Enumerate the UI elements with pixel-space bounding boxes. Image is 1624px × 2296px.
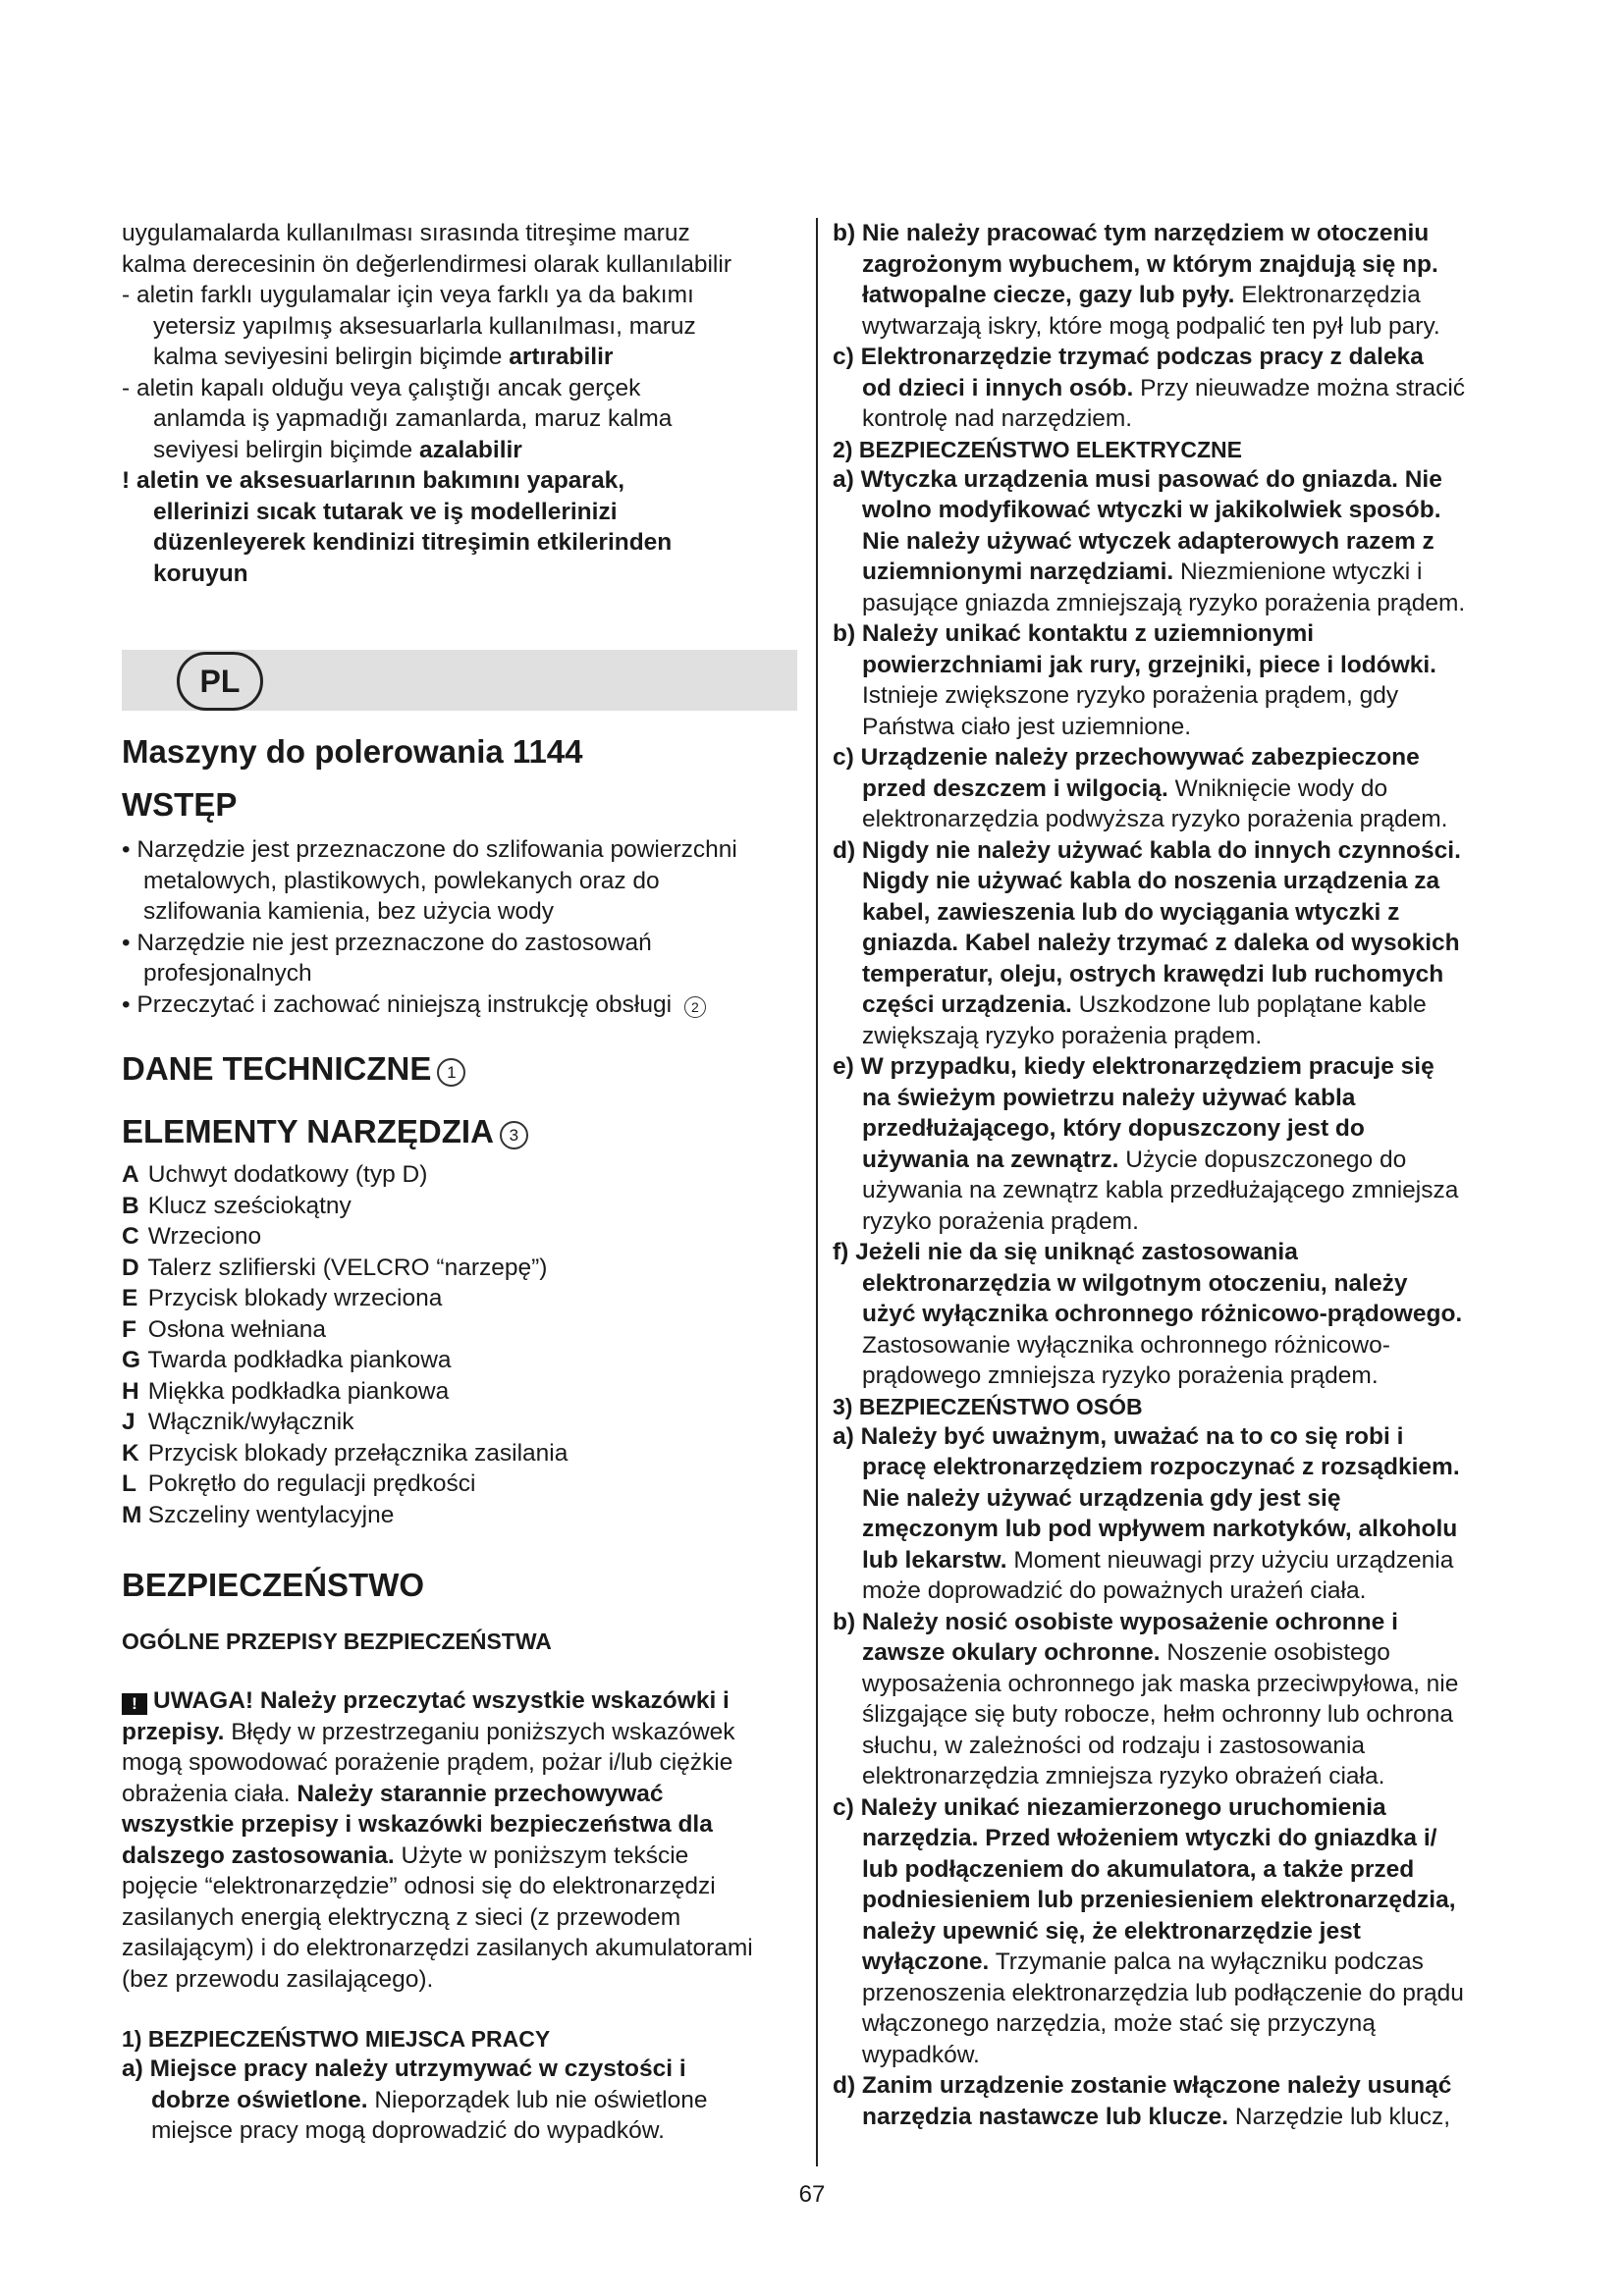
bullet-item: • Narzędzie nie jest przeznaczone do zastosowań bbox=[122, 929, 652, 956]
text-line: a) Wtyczka urządzenia musi pasować do gniazda. Nie bbox=[833, 465, 1442, 493]
text-line: zasilanych energią elektryczną z sieci (z przewodem bbox=[122, 1903, 681, 1931]
text-line: zagrożonym wybuchem, w którym znajdują się np. bbox=[862, 250, 1438, 278]
part-item: E Przycisk blokady wrzeciona bbox=[122, 1285, 443, 1311]
rule-item bbox=[833, 618, 1526, 742]
text-line: wytwarzają iskry, które mogą podpalić ten pył lub pary. bbox=[862, 312, 1440, 340]
text-line: e) W przypadku, kiedy elektronarzędziem pracuje się bbox=[833, 1053, 1435, 1080]
text-line: wypadków. bbox=[862, 2041, 980, 2068]
rule-item bbox=[833, 835, 1526, 1052]
part-item: M Szczeliny wentylacyjne bbox=[122, 1501, 395, 1528]
part-item: B Klucz sześciokątny bbox=[122, 1192, 352, 1219]
text-line: elektronarzędzia podwyższa ryzyko porażenia prądem. bbox=[862, 806, 1448, 832]
part-item: J Włącznik/wyłącznik bbox=[122, 1409, 354, 1435]
text-line: wyposażenia ochronnego jak maska przeciwpyłowa, nie bbox=[862, 1670, 1459, 1697]
document-title: Maszyny do polerowania 1144 bbox=[122, 733, 583, 770]
text-line: ryzyko porażenia prądem. bbox=[862, 1207, 1139, 1235]
dash-item-cont: kalma seviyesini belirgin biçimde artırabilir bbox=[153, 344, 614, 370]
dash-item: - aletin farklı uygulamalar için veya farklı ya da bakımı bbox=[122, 282, 694, 308]
text-line: prądowego zmniejsza ryzyko porażenia prądem. bbox=[862, 1362, 1379, 1389]
text-line: b) Nie należy pracować tym narzędziem w otoczeniu bbox=[833, 220, 1430, 246]
text-line: temperatur, oleju, ostrych krawędzi lub ruchomych bbox=[862, 960, 1444, 988]
text-line: kabel, zawieszenia lub do wyciągania wtyczki z bbox=[862, 898, 1400, 926]
text-line: pracę elektronarzędziem rozpoczynać z rozsądkiem. bbox=[862, 1454, 1460, 1480]
part-item: F Osłona wełniana bbox=[122, 1315, 326, 1343]
text-line: Nigdy nie używać kabla do noszenia urządzenia za bbox=[862, 868, 1440, 894]
text-line: c) Urządzenie należy przechowywać zabezpieczone bbox=[833, 744, 1420, 771]
text-line: lub podłączeniem do akumulatora, a także przed bbox=[862, 1855, 1415, 1883]
text-line: ślizgające się buty robocze, hełm ochronny lub ochrona bbox=[862, 1701, 1453, 1728]
text-line: narzędzia nastawcze lub klucze. Narzędzie lub klucz, bbox=[862, 2103, 1451, 2130]
language-badge: PL bbox=[177, 652, 263, 711]
text-line: przepisy. Błędy w przestrzeganiu poniższych wskazówek bbox=[122, 1718, 735, 1745]
part-item: A Uchwyt dodatkowy (typ D) bbox=[122, 1161, 428, 1188]
text-line: zawsze okulary ochronne. Noszenie osobistego bbox=[862, 1639, 1390, 1666]
warning-triangle-icon: ! bbox=[122, 1693, 147, 1715]
text-line: b) Należy unikać kontaktu z uziemnionymi bbox=[833, 620, 1315, 647]
text-line: używania na zewnątrz. Użycie dopuszczonego do bbox=[862, 1146, 1407, 1173]
text-line: Istnieje zwiększone ryzyko porażenia prądem, gdy bbox=[862, 682, 1399, 709]
part-item: C Wrzeciono bbox=[122, 1223, 262, 1250]
bullet-item: • Przeczytać i zachować niniejszą instrukcję obsługi 2 bbox=[122, 989, 799, 1021]
bullet-item: • Narzędzie jest przeznaczone do szlifowania powierzchni bbox=[122, 836, 737, 863]
left-column bbox=[122, 218, 799, 2147]
figure-ref-icon: 2 bbox=[684, 996, 706, 1018]
rule-item bbox=[833, 1237, 1526, 1392]
rule-item bbox=[833, 464, 1526, 619]
text-line: mogą spowodować porażenie prądem, pożar i/lub ciężkie bbox=[122, 1749, 733, 1776]
text-line: dobrze oświetlone. Nieporządek lub nie oświetlone bbox=[151, 2086, 708, 2113]
text-line: lub lekarstw. Moment nieuwagi przy użyciu urządzenia bbox=[862, 1546, 1454, 1574]
text-line: zwiększają ryzyko porażenia prądem. bbox=[862, 1022, 1263, 1049]
text-line: zasilającym) i do elektronarzędzi zasilanych akumulatorami bbox=[122, 1935, 753, 1961]
text-line: pasujące gniazda zmniejszają ryzyko porażenia prądem. bbox=[862, 589, 1466, 616]
text-line: słuchu, w zależności od rodzaju i zastosowania bbox=[862, 1732, 1366, 1759]
text-line: a) Miejsce pracy należy utrzymywać w czystości i bbox=[122, 2056, 686, 2082]
text-line: należy upewnić się, że elektronarzędzie jest bbox=[862, 1917, 1361, 1945]
text-line: ! UWAGA! Należy przeczytać wszystkie wskazówki i bbox=[122, 1685, 799, 1717]
text-line: kontrolę nad narzędziem. bbox=[862, 405, 1133, 432]
intro-bullets: • Narzędzie jest przeznaczone do szlifowania powierzchni metalowych, plastikowych, powlekanych oraz do szlifowania kamienia, bez użycia wody • Narzędzie nie jest przeznaczone do zastosowań profesjonalnych • Przeczytać i zachować niniejszą instrukcję obsługi 2 bbox=[122, 834, 799, 1020]
text-line: przenoszenia elektronarzędzia lub podłączenie do prądu bbox=[862, 1979, 1464, 2006]
right-column bbox=[833, 218, 1526, 2132]
heading-bezpieczenstwo: BEZPIECZEŃSTWO bbox=[122, 1567, 425, 1603]
text-line: Nie należy używać urządzenia gdy jest się bbox=[862, 1484, 1341, 1512]
heading-dane: DANE TECHNICZNE 1 bbox=[122, 1049, 799, 1089]
figure-ref-icon: 3 bbox=[500, 1121, 528, 1149]
dash-item: - aletin kapalı olduğu veya çalıştığı ancak gerçek bbox=[122, 374, 641, 401]
part-item: L Pokrętło do regulacji prędkości bbox=[122, 1470, 476, 1497]
part-item: H Miękka podkładka piankowa bbox=[122, 1377, 450, 1405]
text-line: może doprowadzić do poważnych urażeń ciała. bbox=[862, 1577, 1367, 1604]
language-band bbox=[122, 650, 799, 711]
text-line: na świeżym powietrzu należy używać kabla bbox=[862, 1084, 1356, 1111]
dash-item-cont: yetersiz yapılmış aksesuarlarla kullanılması, maruz bbox=[153, 312, 696, 340]
intro-line: uygulamalarda kullanılması sırasında titreşime maruz bbox=[122, 220, 690, 246]
text-line: używania na zewnątrz kabla przedłużającego zmniejsza bbox=[862, 1177, 1459, 1203]
text-line: części urządzenia. Uszkodzone lub poplątane kable bbox=[862, 991, 1427, 1018]
parts-list bbox=[122, 1159, 799, 1530]
heading-wstep: WSTĘP bbox=[122, 786, 238, 823]
text-line: f) Jeżeli nie da się uniknąć zastosowania bbox=[833, 1239, 1298, 1265]
rule-item bbox=[122, 2054, 799, 2147]
text-line: zmęczonym lub pod wpływem narkotyków, alkoholu bbox=[862, 1516, 1458, 1542]
dash-item-cont: seviyesi belirgin biçimde azalabilir bbox=[153, 436, 522, 463]
text-line: od dzieci i innych osób. Przy nieuwadze można stracić bbox=[862, 374, 1466, 401]
text-line: wszystkie przepisy i wskazówki bezpieczeństwa dla bbox=[122, 1811, 713, 1838]
text-line: wyłączone. Trzymanie palca na wyłączniku podczas bbox=[862, 1949, 1424, 1975]
rule-item bbox=[833, 1792, 1526, 2071]
warning-line: düzenleyerek kendinizi titreşimin etkilerinden bbox=[153, 529, 673, 556]
text-line: b) Należy nosić osobiste wyposażenie ochronne i bbox=[833, 1608, 1398, 1635]
warning-line: ellerinizi sıcak tutarak ve iş modellerinizi bbox=[153, 498, 618, 525]
text-line: Zastosowanie wyłącznika ochronnego różnicowo- bbox=[862, 1331, 1390, 1359]
section-heading: 3) BEZPIECZEŃSTWO OSÓB bbox=[833, 1393, 1143, 1419]
text-line: przedłużającego, który dopuszczony jest do bbox=[862, 1115, 1365, 1142]
text-line: c) Elektronarzędzie trzymać podczas pracy z daleka bbox=[833, 344, 1424, 370]
intro-line: kalma derecesinin ön değerlendirmesi olarak kullanılabilir bbox=[122, 250, 731, 278]
text-line: elektronarzędzia w wilgotnym otoczeniu, należy bbox=[862, 1269, 1408, 1297]
rule-item bbox=[833, 2070, 1526, 2132]
subheading-ogolne: OGÓLNE PRZEPISY BEZPIECZEŃSTWA bbox=[122, 1629, 552, 1654]
text-line: obrażenia ciała. Należy starannie przechowywać bbox=[122, 1780, 664, 1807]
text-line: (bez przewodu zasilającego). bbox=[122, 1965, 434, 1993]
dash-item-cont: anlamda iş yapmadığı zamanlarda, maruz kalma bbox=[153, 405, 673, 432]
text-line: wolno modyfikować wtyczki w jakikolwiek sposób. bbox=[862, 497, 1441, 523]
text-line: dalszego zastosowania. Użyte w poniższym tekście bbox=[122, 1842, 689, 1869]
part-item: K Przycisk blokady przełącznika zasilania bbox=[122, 1439, 568, 1467]
text-line: włączonego narzędzia, może stać się przyczyną bbox=[862, 2010, 1376, 2037]
rule-item bbox=[833, 742, 1526, 835]
text-line: c) Należy unikać niezamierzonego uruchomienia bbox=[833, 1793, 1386, 1821]
column-divider bbox=[816, 218, 818, 2166]
text-line: użyć wyłącznika ochronnego różnicowo-prądowego. bbox=[862, 1301, 1463, 1327]
text-line: powierzchniami jak rury, grzejniki, piece i lodówki. bbox=[862, 651, 1436, 678]
text-line: uziemnionymi narzędziami. Niezmienione wtyczki i bbox=[862, 559, 1423, 585]
rule-item bbox=[833, 342, 1526, 435]
warning-line: ! aletin ve aksesuarlarının bakımını yaparak, bbox=[122, 467, 625, 494]
text-line: pojęcie “elektronarzędzie” odnosi się do elektronarzędzi bbox=[122, 1873, 716, 1899]
section-heading: 1) BEZPIECZEŃSTWO MIEJSCA PRACY bbox=[122, 2026, 551, 2052]
section-heading: 2) BEZPIECZEŃSTWO ELEKTRYCZNE bbox=[833, 436, 1242, 462]
rule-item bbox=[833, 1607, 1526, 1792]
rule-item bbox=[833, 1051, 1526, 1237]
text-line: d) Zanim urządzenie zostanie włączone należy usunąć bbox=[833, 2072, 1452, 2099]
warning-line: koruyun bbox=[153, 560, 248, 587]
figure-ref-icon: 1 bbox=[437, 1058, 465, 1087]
text-line: a) Należy być uważnym, uważać na to co się robi i bbox=[833, 1422, 1404, 1450]
text-line: Państwa ciało jest uziemnione. bbox=[862, 713, 1192, 740]
text-line: narzędzia. Przed włożeniem wtyczki do gniazdka i/ bbox=[862, 1825, 1437, 1851]
rule-item bbox=[833, 218, 1526, 342]
rule-item bbox=[833, 1421, 1526, 1607]
page-number: 67 bbox=[798, 2181, 826, 2208]
part-item: G Twarda podkładka piankowa bbox=[122, 1347, 452, 1373]
text-line: przed deszczem i wilgocią. Wniknięcie wody do bbox=[862, 774, 1388, 802]
heading-elementy: ELEMENTY NARZĘDZIA 3 bbox=[122, 1112, 799, 1151]
warning-paragraph bbox=[122, 1685, 799, 1995]
part-item: D Talerz szlifierski (VELCRO “narzepę”) bbox=[122, 1254, 548, 1281]
text-line: miejsce pracy mogą doprowadzić do wypadków. bbox=[151, 2117, 665, 2144]
text-line: podniesieniem lub przeniesieniem elektronarzędzia, bbox=[862, 1887, 1456, 1913]
text-line: gniazda. Kabel należy trzymać z daleka od wysokich bbox=[862, 930, 1460, 956]
text-line: Nie należy używać wtyczek adapterowych razem z bbox=[862, 527, 1435, 555]
text-line: elektronarzędzia zmniejsza ryzyko obrażeń ciała. bbox=[862, 1763, 1385, 1789]
text-line: d) Nigdy nie należy używać kabla do innych czynności. bbox=[833, 836, 1461, 864]
text-line: łatwopalne ciecze, gazy lub pyły. Elektronarzędzia bbox=[862, 282, 1421, 308]
